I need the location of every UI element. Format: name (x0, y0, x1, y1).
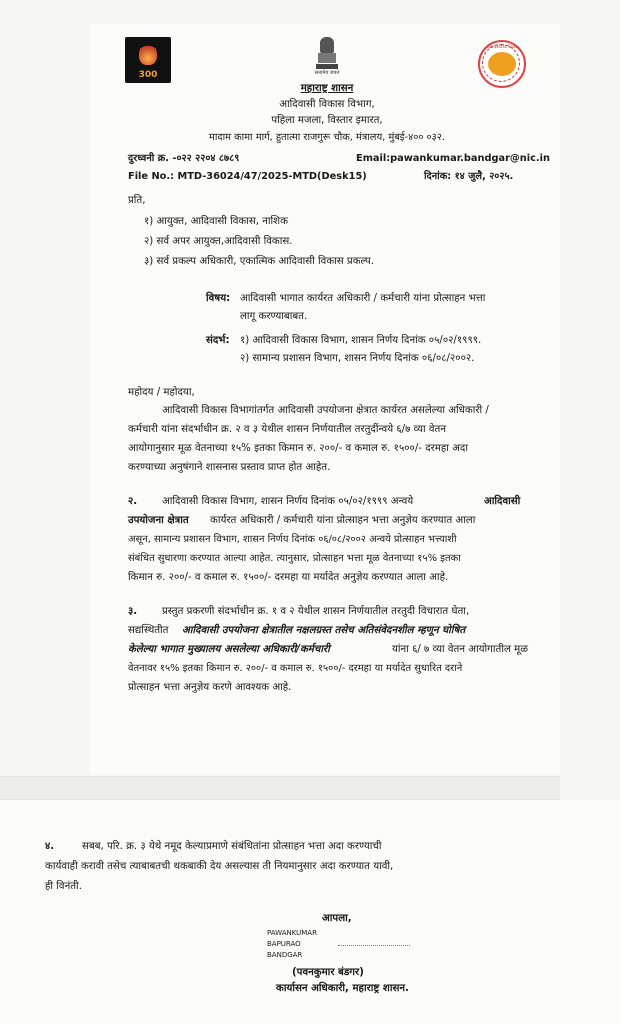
street-address: मादाम कामा मार्ग, हुतात्मा राजगुरू चौक, मंत्रालय, मुंबई-४०० ०३२. (209, 132, 445, 143)
signer-name-line: BAPURAO (267, 940, 301, 948)
file-number: File No.: MTD-36024/47/2025-MTD(Desk15) (128, 171, 367, 182)
signer-name-line: BANDGAR (267, 951, 303, 959)
paragraph-4-line: सबब, परि. क्र. ३ येथे नमूद केल्याप्रमाणे संबंधितांना प्रोत्साहन भत्ता अदा करण्याची (82, 841, 382, 852)
paragraph-2-line: संबंधित सुधारणा करण्यात आल्या आहेत. त्यानुसार, प्रोत्साहन भत्ता मूळ वेतनाच्या १५% इतका (128, 553, 461, 564)
recipient-item: २) सर्व अपर आयुक्त,आदिवासी विकास. (144, 236, 293, 247)
paragraph-3-bold: आदिवासी उपयोजना क्षेत्रातील नक्षलग्रस्त तसेच अतिसंवेदनशील म्हणून घोषित (182, 625, 466, 636)
reference-line: २) सामान्य प्रशासन विभाग, शासन निर्णय दिनांक ०६/०८/२००२. (240, 353, 475, 364)
paragraph-1-line: करण्याच्या अनुषंगाने शासनास प्रस्ताव प्राप्त होत आहेत. (128, 462, 331, 473)
paragraph-2-line: असून, सामान्य प्रशासन विभाग, शासन निर्णय दिनांक ०६/०८/२००२ अन्वये प्रोत्साहन भत्त्याशी (128, 534, 457, 545)
subject-label: विषय: (206, 293, 231, 304)
email-address: Email:pawankumar.bandgar@nic.in (356, 153, 550, 164)
subject-line: आदिवासी भागात कार्यरत अधिकारी / कर्मचारी यांना प्रोत्साहन भत्ता (240, 293, 486, 304)
paragraph-3-bold: केलेल्या भागात मुख्यालय असलेल्या अधिकारी/कर्मचारी (128, 644, 330, 655)
emblem-motto: सत्यमेव जयते (314, 70, 340, 76)
reference-line: १) आदिवासी विकास विभाग, शासन निर्णय दिनांक ०५/०२/१९९९. (240, 335, 482, 346)
state-seal-icon (478, 40, 526, 88)
page-divider (0, 776, 560, 800)
paragraph-4-line: ही विनंती. (45, 881, 82, 892)
paragraph-2-bold: उपयोजना क्षेत्रात (128, 515, 189, 526)
paragraph-2-line: कार्यरत अधिकारी / कर्मचारी यांना प्रोत्साहन भत्ता अनुज्ञेय करण्यात आला (210, 515, 476, 526)
seal-text: Maharashtra Shasan (481, 44, 523, 49)
anniversary-logo-icon (125, 37, 171, 83)
signer-marathi-name: (पवनकुमार बंडगर) (292, 967, 364, 978)
paragraph-3-line: प्रोत्साहन भत्ता अनुज्ञेय करणे आवश्यक आहे. (128, 682, 292, 693)
digital-signature-stamp (338, 925, 410, 946)
paragraph-2-bold: आदिवासी (484, 496, 521, 507)
paragraph-4-line: कार्यवाही करावी तसेच त्याबाबतची थकबाकी देय असल्यास ती नियमानुसार अदा करण्यात यावी, (45, 861, 394, 872)
signer-name-line: PAWANKUMAR (267, 929, 317, 937)
reference-label: संदर्भ: (206, 335, 230, 346)
paragraph-3-line: प्रस्तुत प्रकरणी संदर्भाधीन क्र. १ व २ येथील शासन निर्णयातील तरतुदी विचारात घेता, (162, 606, 470, 617)
floor-address: पहिला मजला, विस्तार इमारत, (271, 115, 383, 126)
logo-number: 300 (138, 70, 158, 80)
letter-date: दिनांक: १४ जुलै, २०२५. (424, 171, 514, 182)
paragraph-2-number: २. (128, 496, 138, 507)
government-title: महाराष्ट्र शासन (300, 83, 354, 94)
closing-aapla: आपला, (322, 913, 352, 924)
paragraph-4-number: ४. (45, 841, 55, 852)
paragraph-1-line: आयोगानुसार मूळ वेतनाच्या १५% इतका किमान रु. २००/- व कमाल रु. १५००/- दरमहा अदा (128, 443, 468, 454)
recipient-item: ३) सर्व प्रकल्प अधिकारी, एकात्मिक आदिवासी विकास प्रकल्प. (144, 256, 374, 267)
paragraph-2-line: आदिवासी विकास विभाग, शासन निर्णय दिनांक ०५/०२/१९९९ अन्वये (162, 496, 414, 507)
phone-number: दुरध्वनी क्र. -०२२ २२०४ ८७८९ (128, 153, 240, 164)
paragraph-2-line: किमान रु. २००/- व कमाल रु. १५००/- दरमहा या मर्यादेत अनुज्ञेय करण्यात आला आहे. (128, 572, 449, 583)
salutation: महोदय / महोदया, (128, 387, 195, 398)
paragraph-3-line: सद्यस्थितीत (128, 625, 169, 636)
paragraph-1-line: कर्मचारी यांना संदर्भाधीन क्र. २ व ३ येथील शासन निर्णयातील तरतुदींन्वये ६/७ व्या वेतन (128, 424, 447, 435)
paragraph-3-line: वेतनावर १५% इतका किमान रु. २००/- व कमाल रु. १५००/- दरमहा या मर्यादेत सुधारित दराने (128, 663, 463, 674)
paragraph-3-number: ३. (128, 606, 138, 617)
national-emblem-icon (316, 37, 338, 79)
department-name: आदिवासी विकास विभाग, (279, 99, 375, 110)
prati-label: प्रति, (128, 195, 146, 206)
subject-line: लागू करण्याबाबत. (240, 311, 308, 322)
paragraph-1-line: आदिवासी विकास विभागांतर्गत आदिवासी उपयोजना क्षेत्रात कार्यरत असलेल्या अधिकारी / (162, 405, 489, 416)
paragraph-3-line: यांना ६/ ७ व्या वेतन आयोगातील मूळ (392, 644, 528, 655)
recipient-item: १) आयुक्त, आदिवासी विकास, नाशिक (144, 216, 288, 227)
flame-icon (139, 43, 157, 65)
signer-designation: कार्यासन अधिकारी, महाराष्ट्र शासन. (276, 983, 409, 994)
